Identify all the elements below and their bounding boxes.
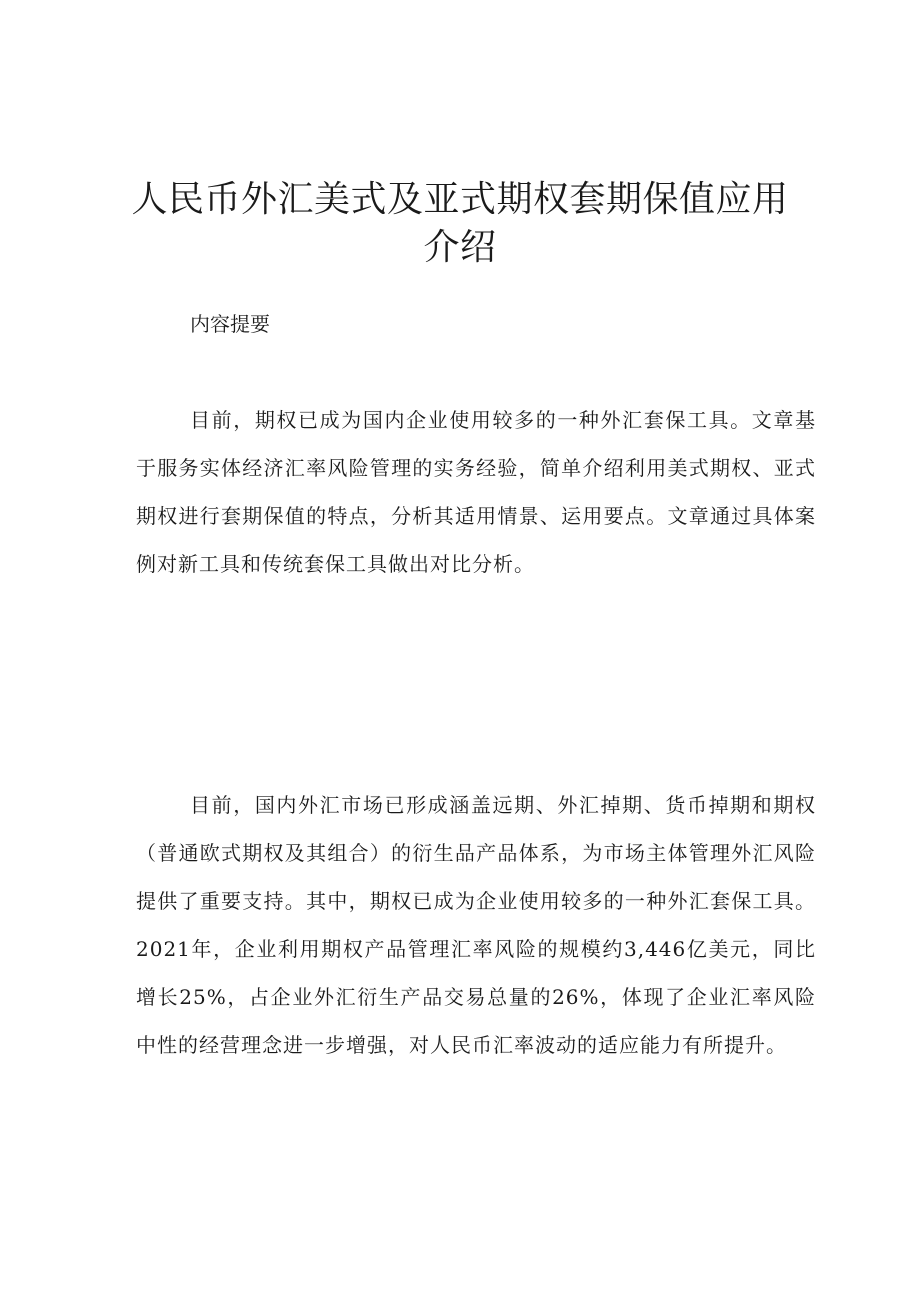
abstract-paragraph: 目前，期权已成为国内企业使用较多的一种外汇套保工具。文章基于服务实体经济汇率风险管理的实务经验，简单介绍利用美式期权、亚式期权进行套期保值的特点，分析其适用情景、运用要点。文章通过具体案例对新工具和传统套保工具做出对比分析。 [136,408,816,576]
document-title [110,176,810,272]
title-line-2: 介绍 [423,227,497,269]
body-paragraph: 目前，国内外汇市场已形成涵盖远期、外汇掉期、货币掉期和期权（普通欧式期权及其组合）的衍生品产品体系，为市场主体管理外汇风险提供了重要支持。其中，期权已成为企业使用较多的一种外汇套保工具。2021年，企业利用期权产品管理汇率风险的规模约3,446亿美元，同比增长25%，占企业外汇衍生产品交易总量的26%，体现了企业汇率风险中性的经营理念进一步增强，对人民币汇率波动的适应能力有所提升。 [136,793,816,1057]
abstract-heading: 内容提要 [190,312,270,336]
title-line-1: 人民币外汇美式及亚式期权套期保值应用 [131,179,789,221]
